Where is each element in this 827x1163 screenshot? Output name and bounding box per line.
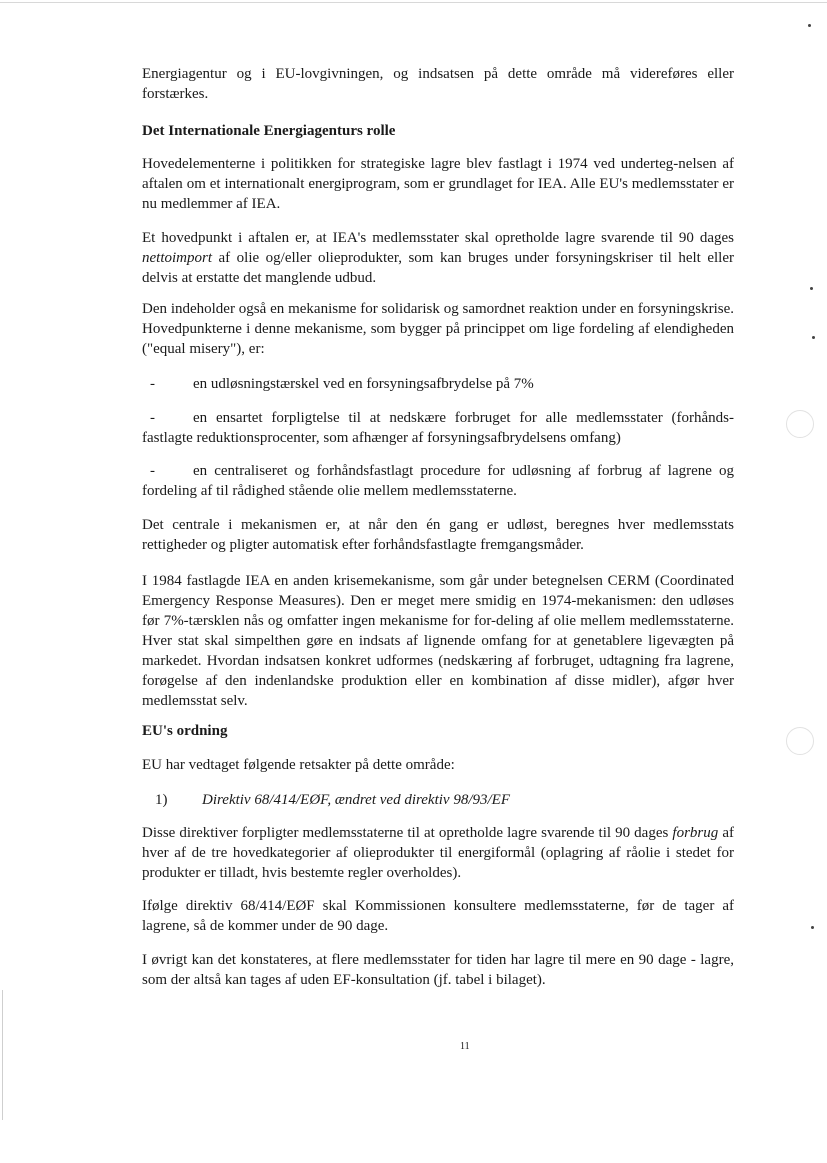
list-item-text: en centraliseret og forhåndsfastlagt procedure for udløsning af forbrug af lagrene og fordeling af til rådighed stående olie mellem medlemsstaterne. bbox=[142, 463, 734, 499]
text-run: Et hovedpunkt i aftalen er, at IEA's medlemsstater skal opretholde lagre svarende til 90 dages bbox=[142, 230, 734, 246]
paragraph-directive-obligations bbox=[142, 823, 734, 883]
section-heading-iea: Det Internationale Energiagenturs rolle bbox=[142, 123, 396, 139]
paragraph-mechanism: Den indeholder også en mekanisme for solidarisk og samordnet reaktion under en forsyningskrise. Hovedpunkterne i denne mekanisme, som bygger på princippet om lige fordeling af elendigheden ("equal misery"), er: bbox=[142, 301, 734, 357]
bullet-dash: - bbox=[150, 376, 155, 392]
paragraph-central-mechanism: Det centrale i mekanismen er, at når den én gang er udløst, beregnes hver medlemsstats rettigheder og pligter automatisk efter forhåndsfastlagte fremgangsmåder. bbox=[142, 517, 734, 553]
scan-top-edge bbox=[0, 2, 827, 3]
list-item bbox=[142, 408, 734, 448]
directive-number: 1) bbox=[155, 792, 168, 808]
list-item-text: en ensartet forpligtelse til at nedskære forbruget for alle medlemsstater (forhånds-fastlagte reduktionsprocenter, som afhænger af forsyningsafbrydelsens omfang) bbox=[142, 410, 734, 446]
directive-title: Direktiv 68/414/EØF, ændret ved direktiv 98/93/EF bbox=[202, 792, 510, 808]
scan-smudge bbox=[786, 410, 814, 438]
paragraph-iea-stocks bbox=[142, 228, 734, 288]
paragraph-cerm: I 1984 fastlagde IEA en anden krisemekanisme, som går under betegnelsen CERM (Coordinated Emergency Response Measures). Den er meget mere smidig en 1974-mekanismen: den udløses før 7%-tærsklen nås og omfatter ingen mekanisme for for-deling af olie mellem medlemsstaterne. Hver stat skal simpelthen gøre en indsats af lignende omfang for at genetablere ligevægten på markedet. Hvordan indsatsen konkret udformes (nedskæring af forbruget, udtagning fra lagrene, forøgelse af den indenlandske produktion eller en kombination af disse midler), afgør hver medlemsstat selv. bbox=[142, 573, 734, 709]
scan-speck bbox=[808, 24, 811, 27]
scan-speck bbox=[812, 336, 815, 339]
page-number: 11 bbox=[460, 1041, 470, 1052]
paragraph-iea-history: Hovedelementerne i politikken for strategiske lagre blev fastlagt i 1974 ved underteg-nelsen af aftalen om et internationalt energiprogram, som er grundlaget for IEA. Alle EU's medlemsstater er nu medlemmer af IEA. bbox=[142, 156, 734, 212]
emphasis-text: nettoimport bbox=[142, 250, 212, 266]
text-run: Disse direktiver forpligter medlemsstaterne til at opretholde lagre svarende til 90 dages bbox=[142, 825, 673, 841]
scan-speck bbox=[811, 926, 814, 929]
section-heading-eu: EU's ordning bbox=[142, 723, 228, 739]
list-item-text: en udløsningstærskel ved en forsyningsafbrydelse på 7% bbox=[193, 376, 534, 392]
scan-speck bbox=[810, 287, 813, 290]
text-run: af hver af de tre hovedkategorier af olieprodukter til energiformål (oplagring af råolie i stedet for produkter er tilladt, hvis bestemte regler overholdes). bbox=[142, 825, 734, 881]
bullet-dash: - bbox=[150, 463, 155, 479]
text-run: af olie og/eller olieprodukter, som kan bruges under forsyningskriser til helt eller delvis at erstatte det manglende udbud. bbox=[142, 250, 734, 286]
paragraph-stocks-note: I øvrigt kan det konstateres, at flere medlemsstater for tiden har lagre til mere en 90 dage - lagre, som der altså kan tages af uden EF-konsultation (jf. tabel i bilaget). bbox=[142, 952, 734, 988]
list-item bbox=[142, 461, 734, 501]
paragraph-commission-consult: Ifølge direktiv 68/414/EØF skal Kommissionen konsultere medlemsstaterne, før de tager af lagrene, så de kommer under de 90 dage. bbox=[142, 898, 734, 934]
scan-smudge bbox=[786, 727, 814, 755]
bullet-dash: - bbox=[150, 410, 155, 426]
intro-paragraph: Energiagentur og i EU-lovgivningen, og indsatsen på dette område må videreføres eller forstærkes. bbox=[142, 66, 734, 102]
emphasis-text: forbrug bbox=[672, 825, 719, 841]
paragraph-eu-acts: EU har vedtaget følgende retsakter på dette område: bbox=[142, 757, 455, 773]
scan-left-edge bbox=[2, 990, 3, 1120]
